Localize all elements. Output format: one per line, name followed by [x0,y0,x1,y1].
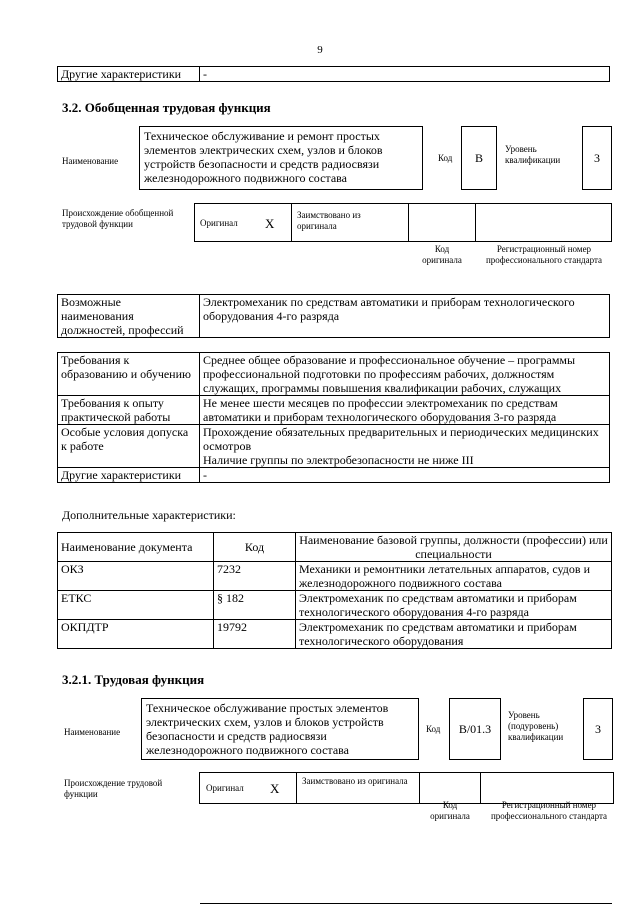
reg-number-label: Регистрационный номер профессионального стандарта [485,244,603,265]
row-code: 7232 [214,562,296,591]
req-conditions-value2: Наличие группы по электробезопасности не ниже III [203,453,474,467]
row-name: Электромеханик по средствам автоматики и приборам технологического оборудования 4-го разряда [296,591,612,620]
req-conditions-label: Особые условия допуска к работе [58,425,200,468]
top-row-label: Другие характеристики [58,67,200,82]
table-row [58,620,612,649]
req-other-value: - [200,468,610,483]
row-doc: ОКПДТР [58,620,214,649]
original-mark: X [265,216,275,231]
borrowed-cell [291,203,409,242]
requirements-table [57,352,610,483]
req-experience-label: Требования к опыту практической работы [58,396,200,425]
additional-table [57,532,612,649]
subsection-title: 3.2.1. Трудовая функция [62,672,205,687]
page-number: 9 [317,44,323,56]
code-value: B [461,126,497,190]
name-value: Техническое обслуживание и ремонт простых элементов электрических схем, узлов и блоков устройств безопасности и средств радиосвязи железнодорожного подвижного состава [139,126,423,190]
original-label: Оригинал [200,218,238,228]
row-name: Механики и ремонтники летательных аппаратов, судов и железнодорожного подвижного состава [296,562,612,591]
additional-title: Дополнительные характеристики: [62,508,236,522]
req-education-label: Требования к образованию и обучению [58,353,200,396]
level-value: 3 [582,126,612,190]
original-cell [194,203,292,242]
row-doc: ОКЗ [58,562,214,591]
name-label: Наименование [62,156,119,166]
sub-borrowed-cell [296,772,420,804]
row-code: § 182 [214,591,296,620]
req-education-value: Среднее общее образование и профессиональное обучение – программы профессиональной подготовки по профессиям рабочих, должностям служащих, программы повышения квалификации рабочих, служащих [200,353,610,396]
header-code: Код [214,533,296,562]
section-title: 3.2. Обобщенная трудовая функция [62,100,271,115]
sub-code-label: Код [426,724,441,734]
table-row [58,591,612,620]
positions-table [57,294,610,338]
code-original-cell [408,203,476,242]
sub-level-value: 3 [583,698,613,760]
header-doc: Наименование документа [58,533,214,562]
row-code: 19792 [214,620,296,649]
reg-number-cell [475,203,612,242]
sub-level-label: Уровень (подуровень) квалификации [508,710,564,742]
row-doc: ЕТКС [58,591,214,620]
positions-label: Возможные наименования должностей, профессий [58,295,200,338]
top-row-table [57,66,610,82]
borrowed-label: Заимствовано из оригинала [297,210,361,231]
code-original-label: Код оригинала [422,244,462,265]
req-conditions-value: Прохождение обязательных предварительных и периодических медицинских осмотров [203,425,599,453]
positions-value: Электромеханик по средствам автоматики и приборам технологического оборудования 4-го разряда [200,295,610,338]
req-conditions-cell [200,425,610,468]
sub-reg-number-label: Регистрационный номер профессионального стандарта [490,800,608,821]
sub-original-label: Оригинал [206,783,244,793]
sub-name-value: Техническое обслуживание простых элементов электрических схем, узлов и блоков устройств безопасности и средств радиосвязи железнодорожного подвижного состава [141,698,419,760]
req-other-label: Другие характеристики [58,468,200,483]
top-row-value: - [200,67,610,82]
header-name: Наименование базовой группы, должности (профессии) или специальности [296,533,612,562]
bottom-border [200,903,612,904]
sub-original-mark: X [270,781,280,796]
level-label: Уровень квалификации [505,144,561,165]
row-name: Электромеханик по средствам автоматики и приборам технологического оборудования [296,620,612,649]
sub-code-value: B/01.3 [449,698,501,760]
code-label: Код [438,153,453,163]
origin-label: Происхождение обобщенной трудовой функции [62,208,174,229]
table-row [58,562,612,591]
sub-original-cell [199,772,297,804]
sub-code-original-label: Код оригинала [430,800,470,821]
sub-name-label: Наименование [64,727,121,737]
req-experience-value: Не менее шести месяцев по профессии электромеханик по средствам автоматики и приборам технологического оборудования 3-го разряда [200,396,610,425]
sub-borrowed-label: Заимствовано из оригинала [302,776,408,786]
sub-origin-label: Происхождение трудовой функции [64,778,163,799]
